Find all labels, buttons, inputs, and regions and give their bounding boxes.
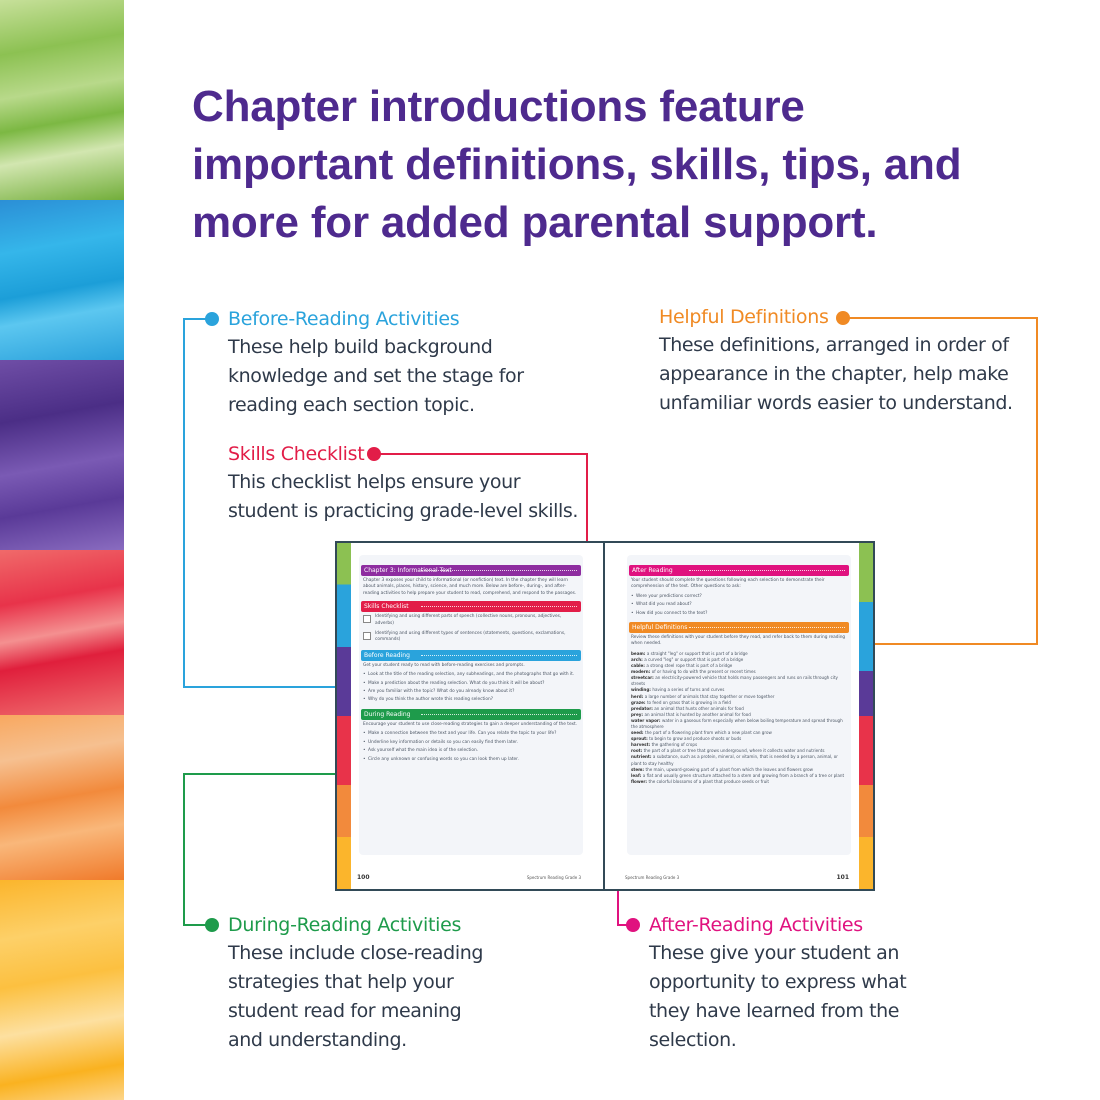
definition-term: nutrient:	[631, 754, 653, 760]
list-item: • Ask yourself what the main idea is of the selection.	[359, 747, 583, 755]
list-item: • How did you connect to the text?	[627, 610, 851, 618]
definition-text: of or having to do with the present or recent times	[651, 669, 756, 675]
section-header-before-reading: Before Reading	[361, 650, 581, 661]
callout-body: These definitions, arranged in order of appearance in the chapter, help make unfamiliar words easier to understand.	[659, 334, 1013, 414]
definition-term: root:	[631, 748, 644, 754]
definition-text: the main, upward-growing part of a plant from which the leaves and flowers grow	[645, 766, 813, 772]
definition-term: predator:	[631, 705, 655, 711]
list-item: • Underline key information or details so you can easily find them later.	[359, 739, 583, 747]
definition-text: a strong steel rope that is part of a bridge	[646, 663, 733, 669]
checklist-item: Identifying and using different types of sentences (statements, questions, exclamations, commands)	[359, 629, 583, 646]
definition-text: a curved "leg" or support that is part of a bridge	[644, 656, 744, 662]
definition-term: graze:	[631, 699, 647, 705]
list-item: • Look at the title of the reading selection, any subheadings, and the photographs that go with it.	[359, 671, 583, 679]
definition-item	[631, 754, 847, 766]
callout-during-reading	[228, 911, 548, 1055]
headline-line: more for added parental support.	[192, 198, 878, 247]
section-header-skills-checklist: Skills Checklist	[361, 601, 581, 612]
definitions-intro: Review these definitions with your student before they read, and refer back to them during reading when needed.	[631, 635, 846, 647]
page-number: 101	[836, 874, 849, 881]
page-footer: Spectrum Reading Grade 3	[526, 875, 581, 880]
list-item: • Make a prediction about the reading selection. What do you think it will be about?	[359, 680, 583, 688]
before-reading-intro: Get your student ready to read with before-reading exercises and prompts.	[363, 662, 525, 668]
after-reading-dot-icon	[626, 918, 640, 932]
definition-text: the gathering of crops	[651, 742, 698, 748]
workbook-page-left	[337, 543, 605, 889]
during-reading-connector	[183, 773, 185, 926]
definition-term: water vapor:	[631, 717, 662, 723]
definition-text: the part of a flowering plant from which a new plant can grow	[644, 730, 772, 736]
workbook-spread	[335, 541, 875, 891]
list-item: • Are you familiar with the topic? What do you already know about it?	[359, 688, 583, 696]
headline-line: Chapter introductions feature	[192, 82, 805, 131]
definition-term: leaf:	[631, 772, 643, 778]
callout-body: These give your student an opportunity to express what they have learned from the selection.	[649, 942, 907, 1051]
definition-term: flower:	[631, 778, 649, 784]
definition-text: a substance, such as a protein, mineral, or vitamin, that is needed by a person, animal, or plant to stay healthy	[631, 754, 838, 766]
checkbox[interactable]	[363, 615, 371, 623]
before-reading-connector	[183, 318, 185, 688]
page-content-panel	[359, 555, 583, 855]
callout-title: During-Reading Activities	[228, 914, 462, 936]
definition-text: to feed on grass that is growing in a field	[646, 699, 732, 705]
callout-body: This checklist helps ensure your student is practicing grade-level skills.	[228, 471, 579, 522]
definition-text: the colorful blossoms of a plant that produce seeds or fruit	[648, 778, 770, 784]
checklist-item: Identifying and using different parts of speech (collective nouns, pronouns, adjectives, adverbs)	[359, 612, 583, 629]
definition-term: sprout:	[631, 736, 650, 742]
definition-text: an electricity-powered vehicle that holds many passengers and runs on rails through city streets	[631, 675, 838, 687]
definition-term: modern:	[631, 669, 652, 675]
page-footer: Spectrum Reading Grade 3	[625, 875, 680, 880]
definition-text: water in a gaseous form especially when below boiling temperature and spread through the atmosphere	[631, 717, 843, 729]
definition-term: seed:	[631, 730, 645, 736]
definition-text: a flat and usually green structure attached to a stem and growing from a branch of a tree or plant	[642, 772, 845, 778]
callout-title: Skills Checklist	[228, 443, 365, 465]
section-header-helpful-definitions: Helpful Definitions	[629, 622, 849, 633]
definition-item	[631, 718, 847, 730]
definitions-list	[627, 650, 851, 786]
definition-term: stem:	[631, 766, 646, 772]
page-headline	[192, 78, 1052, 252]
definition-term: harvest:	[631, 742, 652, 748]
callout-before-reading	[228, 305, 588, 420]
decorative-rainbow-stripe	[0, 0, 124, 1100]
page-edge-rainbow	[859, 543, 873, 889]
before-reading-connector	[183, 318, 207, 320]
before-reading-dot-icon	[205, 312, 219, 326]
headline-line: important definitions, skills, tips, and	[192, 140, 962, 189]
definition-term: beam:	[631, 650, 647, 656]
callout-title: After-Reading Activities	[649, 914, 863, 936]
workbook-page-right	[605, 543, 873, 889]
during-reading-intro: Encourage your student to use close-reading strategies to gain a deeper understanding of the text.	[363, 721, 578, 727]
callout-body: These include close-reading strategies that help your student read for meaning and understanding.	[228, 942, 484, 1051]
page-content-panel	[627, 555, 851, 855]
definition-text: an animal that is hunted by another animal for food	[644, 711, 751, 717]
checkbox[interactable]	[363, 632, 371, 640]
definition-term: streetcar:	[631, 675, 656, 681]
during-reading-dot-icon	[205, 918, 219, 932]
definition-term: winding:	[631, 687, 653, 693]
section-header-during-reading: During Reading	[361, 709, 581, 720]
definition-term: prey:	[631, 711, 645, 717]
callout-after-reading	[649, 911, 969, 1055]
definition-item	[631, 779, 847, 785]
definition-term: cable:	[631, 663, 647, 669]
callout-title: Helpful Definitions	[659, 306, 829, 328]
section-header-chapter: Chapter 3: Informational Text	[361, 565, 581, 576]
callout-helpful-definitions	[659, 303, 1039, 418]
list-item: • Were your predictions correct?	[627, 593, 851, 601]
page-edge-rainbow	[337, 543, 351, 889]
list-item: • What did you read about?	[627, 601, 851, 609]
callout-body: These help build background knowledge and set the stage for reading each section topic.	[228, 336, 524, 416]
definition-text: the part of a plant or tree that grows underground, where it collects water and nutrients	[643, 748, 825, 754]
list-item: • Circle any unknown or confusing words so you can look them up later.	[359, 756, 583, 764]
during-reading-connector	[183, 924, 207, 926]
chapter-intro-text: Chapter 3 exposes your child to informational (or nonfiction) text. In the chapter they will learn about animals, places, history, science, and much more. Below are before-, during-, and after-reading activities to help prepare your student to read, comprehend, and respond to the passages.	[363, 578, 577, 596]
callout-skills-checklist	[228, 440, 608, 526]
callout-title: Before-Reading Activities	[228, 308, 460, 330]
after-reading-intro: Your student should complete the questions following each selection to demonstrate their comprehension of the text. Other questions to ask:	[631, 578, 825, 590]
section-header-after-reading: After Reading	[629, 565, 849, 576]
definition-text: having a series of turns and curves	[652, 687, 725, 693]
list-item: • Make a connection between the text and your life. Can you relate the topic to your life?	[359, 730, 583, 738]
definition-text: a large number of animals that stay together or move together	[644, 693, 775, 699]
definition-text: an animal that hunts other animals for food	[654, 705, 744, 711]
definition-item	[631, 675, 847, 687]
definition-text: to begin to grow and produce shoots or buds	[649, 736, 742, 742]
page-number: 100	[357, 874, 370, 881]
definition-term: herd:	[631, 693, 645, 699]
definition-term: arch:	[631, 656, 645, 662]
definition-text: a straight "leg" or support that is part of a bridge	[646, 650, 748, 656]
list-item: • Why do you think the author wrote this reading selection?	[359, 696, 583, 704]
